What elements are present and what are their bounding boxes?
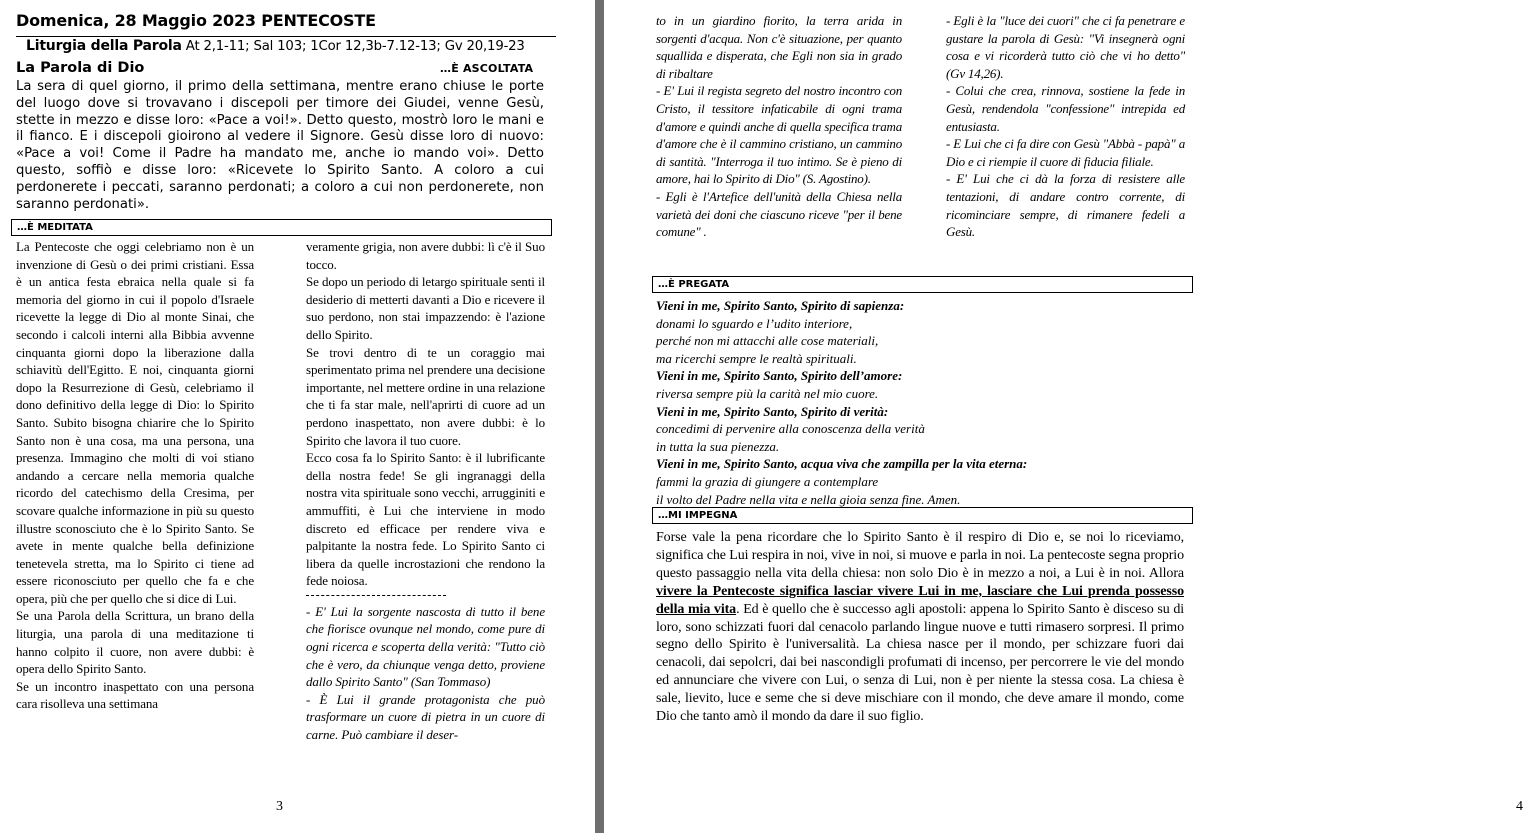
commitment-text-end: . Ed è quello che è successo agli apostoli: appena lo Spirito Santo è disceso su di loro, sono schizzati fuori dal cenacolo parlando lingue nuove e tutti rimasero sorpresi. Il primo segno dello Spirito è l'universalità. La chiesa nasce per il mondo, per schizzare fuori dai cenacoli, dai sepolcri, dai bei nascondigli profumati di incenso, per percorrere le vie del mondo ed annunciare che vivere con Lui, o senza di Lui, non è per niente la stessa cosa. La chiesa è sale, lievito, luce e seme che si deve mischiare con il mondo, che deve amare il mondo, come Dio che tanto amò il mondo da dare il suo figlio. (656, 601, 1185, 725)
spirit-quote: - È Lui il grande protagonista che può trasformare un cuore di pietra in un cuore di carne. Può cambiare il deser- (306, 691, 545, 743)
meditata-label: …È MEDITATA (17, 222, 93, 233)
impegna-header (652, 507, 1193, 524)
date-title: Domenica, 28 Maggio 2023 PENTECOSTE (16, 11, 376, 30)
prayer-invocation: Vieni in me, Spirito Santo, acqua viva che zampilla per la vita eterna: (656, 456, 1028, 472)
page-number: 4 (1516, 799, 1523, 814)
spirit-quote: - Egli è l'Artefice dell'unità della Chiesa nella varietà dei doni che ciascuno riceve "per il bene comune" . (656, 188, 902, 240)
prayer-line: ma ricerchi sempre le realtà spirituali. (656, 350, 857, 366)
meditation-paragraph: Ecco cosa fa lo Spirito Santo: è il lubrificante della nostra fede! Se gli ingranaggi della nostra vita spirituale sono vecchi, arrugginiti e ammuffiti, è Lui che interviene in modo discreto ed efficace per rendere viva e palpitante la nostra fede. Lo Spirito Santo ci libera da quelle incrostazioni che rendono la fede noiosa. (306, 450, 545, 589)
readings-list: At 2,1-11; Sal 103; 1Cor 12,3b-7.12-13; Gv 20,19-23 (181, 39, 525, 54)
meditation-paragraph: La Pentecoste che oggi celebriamo non è un invenzione di Gesù o dei primi cristiani. Essa è un antica festa ebraica nella quale si fa memoria del giorno in cui il popolo d'Israele ricevette la legge di Dio al monte Sinai, che secondo i calcoli interni alla Bibbia avvenne cinquanta giorni dopo la liberazione dalla schiavitù dell'Egitto. E noi, cinquanta giorni dopo la Resurrezione di Gesù, celebriamo il dono definitivo della legge di Dio: lo Spirito Santo. Subito bisogna chiarire che lo Spirito Santo non è una cosa, ma una persona, una presenza. Immagino che molti di voi stiano andando a cercare nella memoria qualche ricordo del catechismo della Cresima, per scovare qualche informazione in più su questo illustre sconosciuto che è lo Spirito Santo. Se avete in mente qualche bella definizione tenetevela stretta, ma lo Spirito ci tiene ad essere riconosciuto per quello che fa e che opera, più che per quello che si dice di Lui. (16, 239, 254, 606)
prayer-line: fammi la grazia di giungere a contemplare (656, 473, 879, 489)
commitment-highlight: vivere la Pentecoste significa lasciar vivere Lui in me, lasciare che Lui prenda possesso della mia vita (656, 583, 1184, 617)
prayer-line: perché non mi attacchi alle cose materiali, (656, 333, 879, 349)
spirit-quote: to in un giardino fiorito, la terra arida in sorgenti d'acqua. Non c'è situazione, per quanto squallida e disperata, che Egli non sia in grado di ribaltare (656, 13, 902, 81)
continuation-column-2 (946, 12, 1185, 241)
meditation-paragraph: Se trovi dentro di te un coraggio mai sperimentato prima nel prendere una decisione importante, nel mettere ordine in una relazione che ti fa star male, nell'aprirti di cuore ad un perdono inaspettato, non avere dubbi: è lo Spirito che lavora il tuo cuore. (306, 344, 545, 448)
meditation-paragraph: veramente grigia, non avere dubbi: lì c'è il Suo tocco. (306, 239, 545, 272)
liturgy-label: Liturgia della Parola (26, 38, 182, 54)
prayer-invocation: Vieni in me, Spirito Santo, Spirito di verità: (656, 403, 889, 419)
gospel-text: La sera di quel giorno, il primo della settimana, mentre erano chiuse le porte del luogo dove si trovavano i discepoli per timore dei Giudei, venne Gesù, stette in mezzo e disse loro: «Pace a voi!». Detto questo, mostrò loro le mani e il fianco. E i discepoli gioirono al vedere il Signore. Gesù disse loro di nuovo: «Pace a voi! Come il Padre ha mandato me, anche io mando voi». Detto questo, soffiò e disse loro: «Ricevete lo Spirito Santo. A coloro a cui perdonerete i peccati, saranno perdonati; a coloro a cui non perdonerete, non saranno perdonati». (16, 79, 544, 212)
prayer-line: concedimi di pervenire alla conoscenza della verità (656, 421, 925, 437)
spirit-quote: - E Lui che ci fa dire con Gesù "Abbà - papà" a Dio e ci riempie il cuore di fiducia filiale. (946, 136, 1185, 169)
meditation-paragraph: Se un incontro inaspettato con una persona cara risolleva una settimana (16, 678, 254, 712)
meditation-paragraph: Se una Parola della Scrittura, un brano della liturgia, una parola di una meditazione ti hanno colpito il cuore, non avere dubbi: è opera dello Spirito Santo. (16, 608, 254, 677)
prayer-invocation: Vieni in me, Spirito Santo, Spirito di sapienza: (656, 298, 905, 313)
impegna-label: …MI IMPEGNA (658, 510, 738, 521)
page-3 (0, 0, 595, 833)
prayer-line: il volto del Padre nella vita e nella gioia senza fine. Amen. (656, 491, 961, 507)
spirit-quote: - E' Lui la sorgente nascosta di tutto il bene che fiorisce ovunque nel mondo, come pure di ogni ricerca e scoperta della verità: "Tutto ciò che è vero, da chiunque venga detto, proviene dallo Spirito Santo" (San Tommaso) (306, 603, 545, 690)
prayer-line: donami lo sguardo e l’udito interiore, (656, 315, 853, 331)
commitment-text (656, 529, 1184, 726)
page-number: 3 (276, 799, 283, 814)
continuation-column-1 (656, 12, 902, 241)
meditation-paragraph: Se dopo un periodo di letargo spirituale senti il desiderio di metterti davanti a Dio e ricevere il suo perdono, non stai impazzendo: è l'azione dello Spirito. (306, 274, 545, 342)
prayer-line: in tutta la sua pienezza. (656, 438, 780, 454)
meditata-header (11, 219, 552, 236)
dashed-separator (306, 595, 446, 596)
prayer-text (656, 297, 1196, 508)
pregata-label: …È PREGATA (658, 279, 730, 290)
meditation-column-1 (16, 238, 254, 713)
pregata-header (652, 276, 1193, 293)
spirit-quote: - Egli è la "luce dei cuori" che ci fa penetrare e gustare la parola di Gesù: "Vi insegnerà ogni cosa e vi ricorderà tutto ciò che vi ho detto" (Gv 14,26). (946, 13, 1185, 81)
meditation-column-2 (306, 238, 545, 744)
spirit-quote: - E' Lui il regista segreto del nostro incontro con Cristo, il tessitore infaticabile di ogni trama d'amore e quindi anche di quella specifica trama d'amore che è il cammino cristiano, un cammino di santità. "Interroga il tuo intimo. Se è pieno di amore, hai lo Spirito di Dio" (S. Agostino). (656, 83, 902, 187)
spirit-quote: - Colui che crea, rinnova, sostiene la fede in Gesù, rendendola "confessione" intrepida ed entusiasta. (946, 83, 1185, 134)
spirit-quote: - E' Lui che ci dà la forza di resistere alle tentazioni, di andare contro corrente, di ricominciare sempre, di rimanere fedeli a Gesù. (946, 171, 1185, 240)
commitment-text-start: Forse vale la pena ricordare che lo Spirito Santo è il respiro di Dio e, se noi lo riceviamo, significa che Lui respira in noi, vive in noi, si muove e parla in noi. La pentecoste segna proprio questo passaggio nella vita della chiesa: non solo Dio è in mezzo a noi, a Lui è in noi. Allora (656, 530, 1184, 581)
liturgy-line (16, 36, 556, 54)
prayer-invocation: Vieni in me, Spirito Santo, Spirito dell’amore: (656, 368, 903, 384)
page-4 (604, 0, 1523, 833)
ascoltata-label: …È ASCOLTATA (440, 62, 534, 75)
prayer-line: riversa sempre più la carità nel mio cuore. (656, 385, 879, 401)
page-gutter (595, 0, 604, 833)
word-title: La Parola di Dio (16, 60, 145, 76)
